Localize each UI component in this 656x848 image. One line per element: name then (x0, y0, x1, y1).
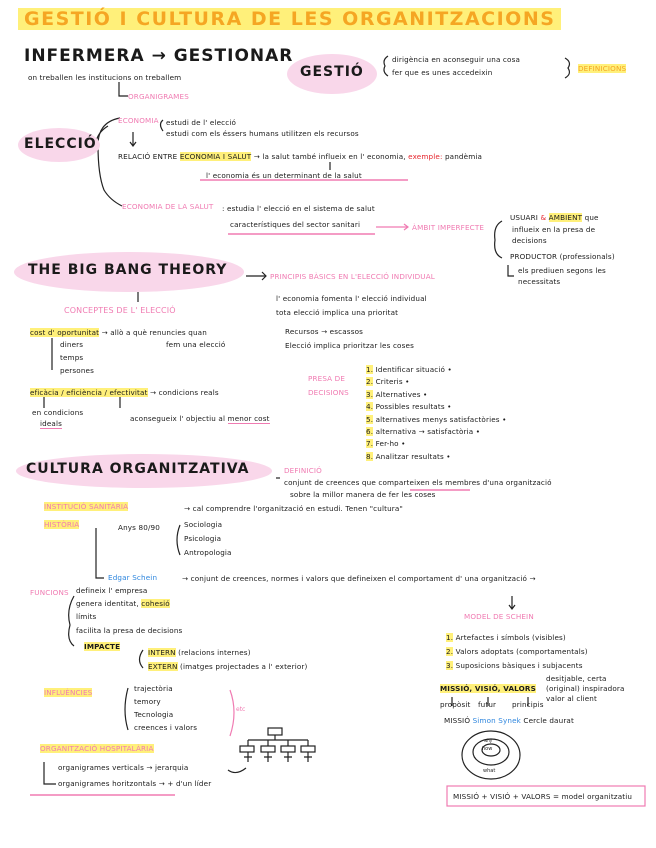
simon-suffix: Cercle daurat (523, 716, 574, 725)
mvv-label: MISSIÓ, VISIÓ, VALORS (440, 684, 536, 693)
caracteristiques: característiques del sector sanitari (230, 220, 361, 229)
usuari-line-3: decisions (512, 236, 547, 245)
page-title: GESTIÓ I CULTURA DE LES ORGANITZACIONS (18, 8, 561, 30)
schein-def: → conjunt de creences, normes i valors que defineixen el comportament d' una organització → (182, 574, 536, 583)
cost-item-3: persones (60, 366, 95, 375)
model-item-2: 2. Valors adoptats (comportamentals) (446, 647, 588, 656)
institucio-label: INSTITUCIÓ SANITÀRIA (44, 502, 129, 511)
simon-name: Simon Synek (472, 716, 521, 725)
intern-line (148, 648, 251, 657)
infermera-heading: INFERMERA → GESTIONAR (24, 46, 294, 66)
example-text: pandèmia (444, 152, 483, 161)
funcions-label: FUNCIONS (30, 588, 69, 597)
economia-label: ECONOMIA (118, 116, 159, 125)
decision-step: 1. Identificar situació • (366, 365, 452, 374)
model-item-1: 1. Artefactes i símbols (visibles) (446, 633, 566, 642)
relacio-line-2: l' economia és un determinant de la salut (206, 171, 362, 180)
disciplina-2: Psicologia (184, 534, 222, 543)
funcio-2 (76, 599, 170, 608)
cost-def-1: allò a què renuncies quan (110, 328, 207, 337)
economia-salut-label: ECONOMIA DE LA SALUT (122, 202, 214, 211)
eficacia-label: eficàcia / eficiència / efectivitat (30, 388, 148, 397)
influencies-label: INFLUÈNCIES (44, 688, 93, 697)
economia-def-2: estudi com els éssers humans utilitzen els recursos (166, 129, 359, 138)
intern-label: INTERN (148, 648, 176, 657)
hospital-label: ORGANITZACIÓ HOSPITALÀRIA (40, 744, 154, 753)
usuari-label: USUARI (510, 213, 539, 222)
usuari-highlight: AMBIENT (548, 213, 583, 222)
gestio-heading: GESTIÓ (300, 64, 364, 80)
relacio-line (118, 152, 482, 161)
eleccio-implica: Elecció implica (285, 341, 341, 350)
cultura-def-2: sobre la millor manera de fer les coses (290, 490, 436, 499)
hospital-vertical: organigrames verticals (58, 763, 144, 772)
economia-def-1: estudi de l' elecció (166, 118, 237, 127)
decision-step: 3. Alternatives • (366, 389, 428, 399)
cost-label: cost d' oportunitat (30, 328, 100, 337)
historia-label: HISTÒRIA (44, 520, 80, 529)
funcio-1: defineix l' empresa (76, 586, 148, 595)
extern-line (148, 662, 307, 671)
presa-decisions-2: DECISIONS (308, 388, 349, 397)
funcio-2-text: genera identitat, (76, 599, 139, 608)
cost-item-1: diners (60, 340, 84, 349)
decision-step: 5. alternatives menys satisfactòries • (366, 414, 507, 424)
definicio-label: DEFINICIÓ (284, 466, 322, 475)
cost-item-2: temps (60, 353, 84, 362)
cultura-def-1: conjunt de creences que comparteixen els membres d'una organització (284, 478, 552, 487)
disciplina-3: Antropologia (184, 548, 232, 557)
assoleix-line (130, 414, 270, 423)
principi-1: l' economia fomenta l' elecció individual (276, 294, 427, 303)
eleccio-heading: ELECCIÓ (24, 136, 97, 152)
hospital-vertical-b: → jerarquia (146, 763, 189, 772)
intern-def: (relacions internes) (178, 648, 251, 657)
influencia-1: trajectòria (134, 684, 173, 693)
anys-label: Anys 80/90 (118, 523, 160, 532)
usuari-line-2: influeix en la presa de (512, 225, 596, 234)
usuari-amp: & (540, 213, 547, 222)
presa-decisions-1: PRESA DE (308, 374, 346, 383)
funcio-4: facilita la presa de decisions (76, 626, 183, 635)
desitjable-3: valor al client (546, 694, 597, 703)
influencia-3: Tecnologia (134, 710, 174, 719)
disciplina-1: Sociologia (184, 520, 223, 529)
example-label: exemple: (408, 152, 443, 161)
eleccio-implica-line (285, 341, 414, 350)
prioritzar: prioritzar les coses (343, 341, 414, 350)
usuari-line (510, 213, 599, 222)
model-schein-label: MODEL DE SCHEIN (464, 612, 534, 621)
cost-def-2: fem una elecció (166, 340, 226, 349)
influencia-4: creences i valors (134, 723, 198, 732)
futur: futur (478, 700, 497, 709)
principis-mvv: principis (512, 700, 544, 709)
impacte-label: IMPACTE (84, 642, 121, 651)
assoleix-text: aconsegueix l' objectiu al (130, 414, 226, 423)
extern-label: EXTERN (148, 662, 178, 671)
hospital-line-2 (58, 779, 211, 788)
circle-how: how (482, 746, 493, 752)
extern-def: (imatges projectades a l' exterior) (179, 662, 308, 671)
bigbang-heading: THE BIG BANG THEORY (28, 262, 228, 278)
proposit: propòsit (440, 700, 471, 709)
definicions-tag: DEFINICIONS (578, 64, 627, 73)
relacio-highlight: ECONOMIA I SALUT (179, 152, 252, 161)
desitjable-1: desitjable, certa (546, 674, 607, 683)
influencia-2: temory (134, 697, 161, 706)
usuari-que: que (584, 213, 599, 222)
principi-2: tota elecció implica una prioritat (276, 308, 399, 317)
decision-step: 8. Analitzar resultats • (366, 451, 451, 461)
influencies-mark: etc (236, 706, 246, 713)
hospital-line-1 (58, 763, 189, 772)
decision-step: 4. Possibles resultats • (366, 402, 452, 412)
cultura-heading: CULTURA ORGANITZATIVA (26, 461, 250, 477)
economia-salut-def: : estudia l' elecció en el sistema de salut (222, 204, 375, 213)
infermera-line: on treballen les institucions on treballem (28, 73, 182, 82)
decision-steps (366, 364, 507, 463)
cost-line: cost d' oportunitat → allò a què renuncies quan (30, 328, 207, 337)
principis-label: PRINCIPIS BÀSICS EN L'ELECCIÓ INDIVIDUAL (270, 272, 435, 281)
desitjable-2: (original) inspiradora (546, 684, 625, 693)
simon-line (444, 716, 574, 725)
simon-prefix: MISSIÓ (444, 716, 471, 725)
hospital-horitzontal-b: → + d'un líder (158, 779, 212, 788)
eficacia-line: eficàcia / eficiència / efectivitat → condicions reals (30, 388, 219, 397)
circle-what: what (483, 768, 496, 774)
gestio-def-1: dirigència en aconseguir una cosa (392, 55, 521, 64)
ambit-imperfecte: ÀMBIT IMPERFECTE (412, 223, 485, 232)
mvv-formula: MISSIÓ + VISIÓ + VALORS = model organitzatiu (453, 792, 633, 801)
assoleix-highlight: menor cost (227, 414, 270, 423)
model-item-3: 3. Suposicions bàsiques i subjacents (446, 661, 583, 670)
hospital-horitzontal: organigrames horitzontals (58, 779, 157, 788)
funcio-3: límits (76, 612, 97, 621)
condicions-1: en condicions (32, 408, 84, 417)
schein-name: Edgar Schein (108, 573, 158, 582)
circle-why: why (484, 738, 493, 743)
eficacia-def: condicions reals (158, 388, 219, 397)
funcio-2-highlight: cohesió (141, 599, 170, 608)
productor-line-2: necessitats (518, 277, 561, 286)
relacio-suffix: → la salut també influeix en l' economia, (253, 152, 406, 161)
relacio-prefix: RELACIÓ ENTRE (118, 152, 178, 161)
productor-label: PRODUCTOR (professionals) (510, 252, 615, 261)
gestio-def-2: fer que es unes accedeixin (392, 68, 493, 77)
recursos-line: Recursos → escassos (285, 327, 364, 336)
decision-step: 6. alternativa → satisfactòria • (366, 427, 481, 437)
conceptes-label: CONCEPTES DE L' ELECCIÓ (64, 306, 176, 315)
organigrames-label: ORGANIGRAMES (128, 92, 189, 101)
decision-step: 7. Fer-ho • (366, 439, 406, 449)
condicions-2: ideals (40, 419, 63, 428)
institucio-def: → cal comprendre l'organització en estudi. Tenen "cultura" (184, 504, 403, 513)
decision-step: 2. Criteris • (366, 377, 410, 387)
productor-line-1: els prediuen segons les (518, 266, 606, 275)
